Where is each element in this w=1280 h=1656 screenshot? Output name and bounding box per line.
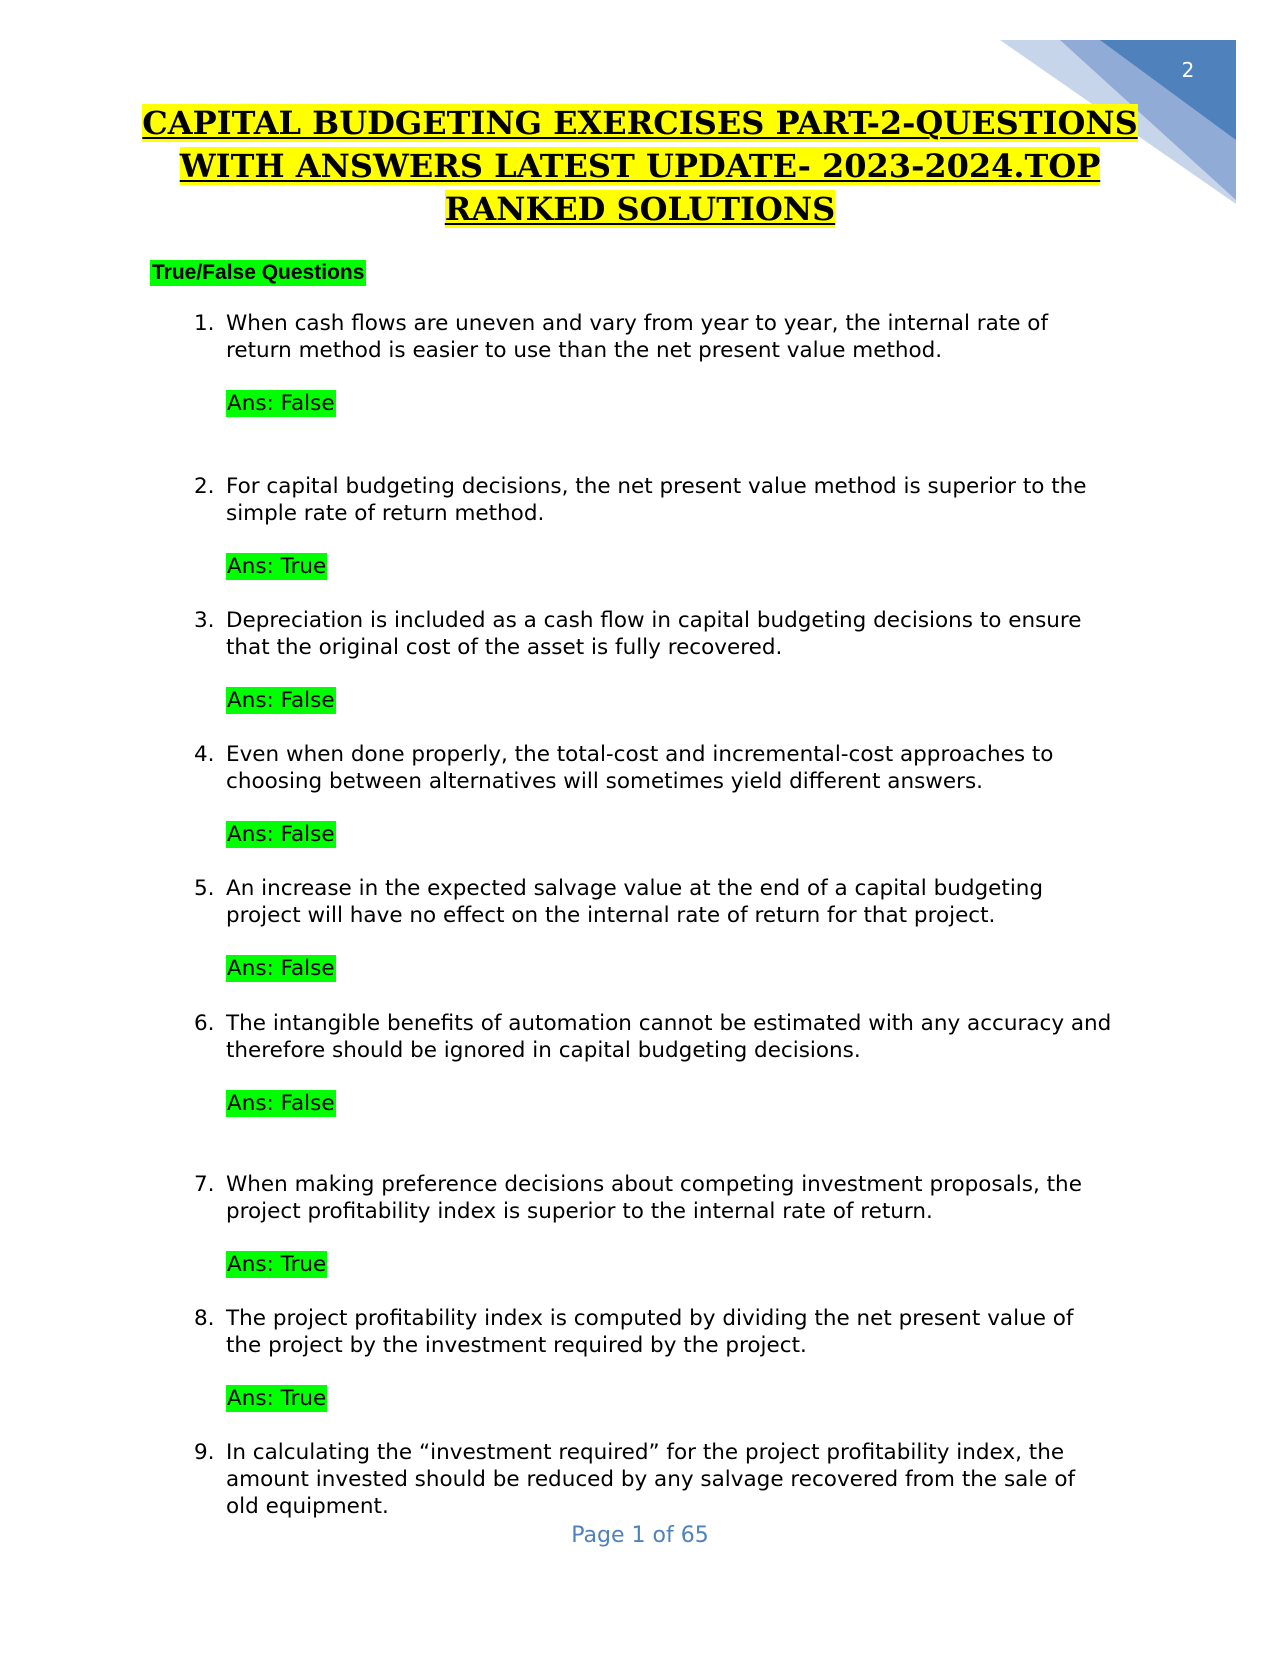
question-text: Even when done properly, the total-cost and incremental-cost approaches to choosing between alternatives will sometimes yield different answers. bbox=[226, 742, 1054, 794]
title-line-1: CAPITAL BUDGETING EXERCISES PART-2-QUESTIONS bbox=[142, 104, 1138, 142]
answer-label: Ans: False bbox=[227, 822, 335, 847]
question-number: 5. bbox=[194, 876, 215, 901]
answer-label: Ans: False bbox=[227, 391, 335, 416]
question-number: 9. bbox=[194, 1440, 215, 1465]
question-text: Depreciation is included as a cash flow in capital budgeting decisions to ensure that the original cost of the asset is fully recovered. bbox=[226, 608, 1082, 660]
question-number: 3. bbox=[194, 608, 215, 633]
question-text: In calculating the “investment required” for the project profitability index, the amount invested should be reduced by any salvage recovered from the sale of old equipment. bbox=[226, 1440, 1076, 1519]
question-item bbox=[194, 1439, 1114, 1520]
question-item bbox=[194, 741, 1114, 848]
question-item bbox=[194, 473, 1114, 580]
answer-label: Ans: False bbox=[227, 1091, 335, 1116]
question-item bbox=[194, 1305, 1114, 1412]
page-number: 2 bbox=[1181, 58, 1195, 82]
title-line-2: WITH ANSWERS LATEST UPDATE- 2023-2024.TOP bbox=[179, 147, 1101, 185]
section-heading: True/False Questions bbox=[152, 261, 365, 284]
question-text: The intangible benefits of automation cannot be estimated with any accuracy and therefore should be ignored in capital budgeting decisions. bbox=[226, 1011, 1112, 1063]
question-text: When cash flows are uneven and vary from year to year, the internal rate of return method is easier to use than the net present value method. bbox=[226, 311, 1049, 363]
answer-label: Ans: True bbox=[227, 1252, 327, 1277]
question-text: An increase in the expected salvage value at the end of a capital budgeting project will have no effect on the internal rate of return for that project. bbox=[226, 876, 1044, 928]
question-text: For capital budgeting decisions, the net present value method is superior to the simple rate of return method. bbox=[226, 474, 1087, 526]
question-number: 4. bbox=[194, 742, 215, 767]
question-text: When making preference decisions about competing investment proposals, the project profitability index is superior to the internal rate of return. bbox=[226, 1172, 1082, 1224]
question-number: 7. bbox=[194, 1172, 215, 1197]
page-footer: Page 1 of 65 bbox=[571, 1523, 709, 1548]
question-text: The project profitability index is computed by dividing the net present value of the project by the investment required by the project. bbox=[226, 1306, 1074, 1358]
question-number: 8. bbox=[194, 1306, 215, 1331]
question-item bbox=[194, 607, 1114, 714]
question-item bbox=[194, 310, 1114, 417]
question-item bbox=[194, 1010, 1114, 1117]
title-line-3: RANKED SOLUTIONS bbox=[444, 190, 836, 228]
answer-label: Ans: True bbox=[227, 1386, 327, 1411]
question-item bbox=[194, 875, 1114, 982]
question-item bbox=[194, 1171, 1114, 1278]
question-number: 1. bbox=[194, 311, 215, 336]
answer-label: Ans: False bbox=[227, 688, 335, 713]
answer-label: Ans: True bbox=[227, 554, 327, 579]
question-number: 6. bbox=[194, 1011, 215, 1036]
question-number: 2. bbox=[194, 474, 215, 499]
answer-label: Ans: False bbox=[227, 956, 335, 981]
